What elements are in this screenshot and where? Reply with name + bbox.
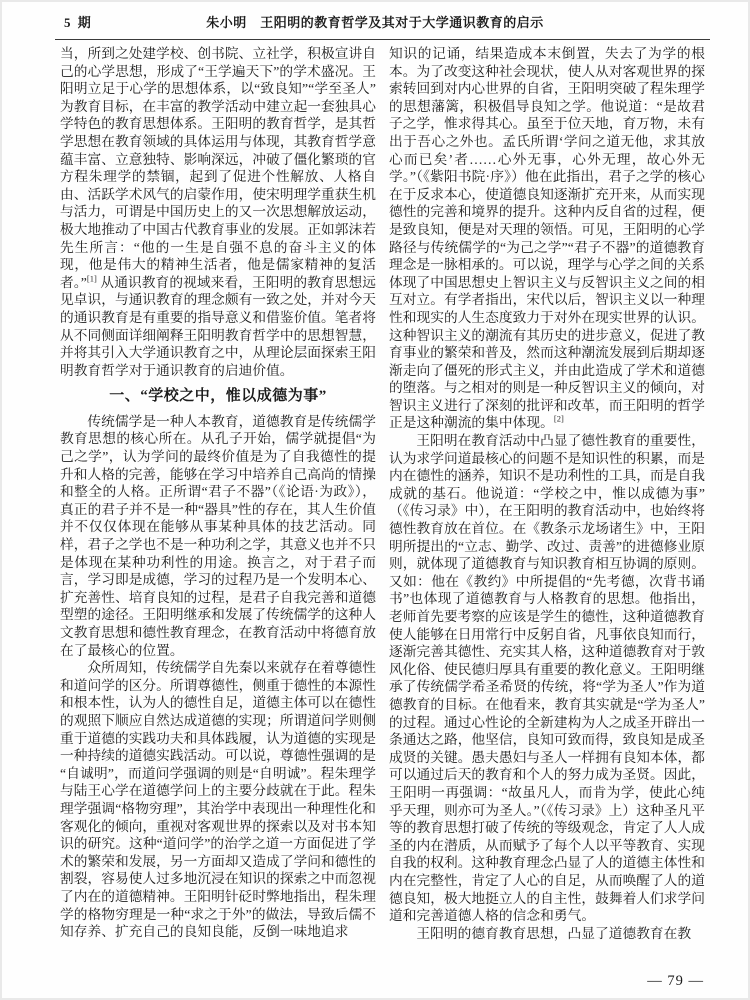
left-column [60, 45, 376, 942]
right-column [389, 45, 705, 942]
page-header [0, 0, 750, 34]
intro-text-a: 当，所到之处建学校、创书院、立社学，积极宣讲自己的心学思想，形成了“王学遍天下”的学术盛况。王阳明立足于心学的思想体系，以“致良知”“学至圣人”为教育目标，在丰富的教学活动中建立起一套独具心学特色的教育思想体系。王阳明的教育哲学，是其哲学思想在教育领域的具体运用与体现，其教育哲学意蕴丰富、立意独特、影响深远，冲破了僵化繁琐的官方程朱理学的禁锢，起到了促进个性解放、人格自由、活跃学术风气的启蒙作用，使宋明理学重获生机与活力，可谓是中国历史上的又一次思想解放运动，极大地推动了中国古代教育事业的发展。正如郭沫若先生所言：“他的一生是自强不息的奋斗主义的体现，他是伟大的精神生活者，他是儒家精神的复活者。” [60, 46, 376, 290]
paragraph: 传统儒学是一种人本教育，道德教育是传统儒学教育思想的核心所在。从孔子开始，儒学就提倡“为己之学”，认为学问的最终价值是为了自我德性的提升和人格的完善，能够在学习中培养自己高尚的情操和整全的人格。正所谓“君子不器”（《论语·为政》），真正的君子并不是一种“器具”性的存在，其人生价值并不仅仅体现在能够从事某种具体的技艺活动。同样，君子之学也不是一种功利之学，其意义也并不只是体现在某种功利性的用途。换言之，对于君子而言，学习即是成德，学习的过程乃是一个发明本心、扩充善性、培育良知的过程，是君子自我完善和道德型塑的途径。王阳明继承和发展了传统儒学的这种人文教育思想和德性教育理念，在教育活动中将德育放在了最核心的位置。 [60, 413, 376, 658]
paragraph: 众所周知，传统儒学自先秦以来就存在着尊德性和道问学的区分。所谓尊德性，侧重于德性的本源性和根本性，认为人的德性自足，道德主体可以在德性的观照下顺应自然达成道德的实现；所谓道问学则侧重于道德的实践功夫和具体践履，认为道德的实现是一种持续的道德实践活动。可以说，尊德性强调的是“自诚明”，而道问学强调的则是“自明诚”。程朱理学与陆王心学在道德学问上的主要分歧就在于此。程朱理学强调“格物穷理”，其治学中表现出一种理性化和客观化的倾向，重视对客观世界的探索以及对书本知识的研究。这种“道问学”的治学之道一方面促进了学术的繁荣和发展，另一方面却又造成了学问和德性的割裂，容易使人过多地沉浸在知识的探索之中而忽视了内在的道德精神。王阳明针砭时弊地指出，程朱理学的格物穷理是一种“求之于外”的做法，导致后儒不知存养、扩充自己的良知良能，反倒一味地追求 [60, 660, 376, 940]
page-footer [647, 973, 704, 990]
intro-text-b: 从通识教育的视域来看，王阳明的教育思想远见卓识，与通识教育的理念颇有一致之处，并对今天的通识教育是有重要的指导意义和借鉴价值。笔者将从不同侧面详细阐释王阳明教育哲学中的思想智慧，并将其引入大学通识教育之中，从理论层面探索王阳明教育哲学对于通识教育的启迪价值。 [60, 274, 376, 378]
citation-ref-1: [1] [86, 273, 97, 284]
paragraph-intro-continued [60, 45, 376, 379]
issue-label: 5 期 [64, 15, 93, 30]
continued-text: 知识的记诵，结果造成本末倒置，失去了为学的根本。为了改变这种社会现状，使人从对客观世界的探索转回到对内心世界的自省，王阳明突破了程朱理学的思想藩篱，积极倡导良知之学。他说道：“是故君子之学，惟求得其心。虽至于位天地，育万物，未有出于吾心之外也。孟氏所谓‘学问之道无他，求其放心而已矣’者……心外无事，心外无理，故心外无学。”（《紫阳书院·序》）他在此指出，君子之学的核心在于反求本心，使道德良知逐渐扩充开来，从而实现德性的完善和境界的提升。这种内反自省的过程，便是致良知，便是对天理的领悟。可见，王阳明的心学路径与传统儒学的“为己之学”“君子不器”的道德教育理念是一脉相承的。可以说，理学与心学之间的关系体现了中国思想史上智识主义与反智识主义之间的相互对立。有学者指出，宋代以后，智识主义以一种理性和现实的人生态度致力于对外在现实世界的认识。这种智识主义的潮流有其历史的进步意义，促进了教育事业的繁荣和普及，然而这种潮流发展到后期却逐渐走向了僵死的形式主义，并由此造成了学术和道德的堕落。与之相对的则是一种反智识主义的倾向，对智识主义进行了深刻的批评和改革，而王阳明的哲学正是这种潮流的集中体现。 [389, 46, 705, 431]
article-body [0, 40, 750, 942]
section-heading-1: 一、“学校之中，惟以成德为事” [109, 388, 327, 405]
running-title: 朱小明 王阳明的教育哲学及其对于大学通识教育的启示 [206, 15, 544, 30]
citation-ref-2: [2] [553, 413, 564, 424]
page-number: — 79 — [647, 973, 704, 989]
paragraph: 王阳明在教育活动中凸显了德性教育的重要性，认为求学问道最核心的问题不是知识性的积累，而是内在德性的涵养，知识不是功利性的工具，而是自我成就的基石。他说道：“学校之中，惟以成德为事”（《传习录》中），在王阳明的教育活动中，也始终将德性教育放在首位。在《教条示龙场诸生》中，王阳明所提出的“立志、勤学、改过、责善”的进德修业原则，就体现了道德教育与知识教育相互协调的原则。又如：他在《教约》中所提倡的“先考德，次背书诵书”也体现了道德教育与人格教育的思想。他指出，老师首先要考察的应该是学生的德性，这种道德教育使人能够在日用常行中反躬自省，凡事依良知而行，逐渐完善其德性、充实其人格，这种道德教育对于敦风化俗、使民德归厚具有重要的教化意义。王阳明继承了传统儒学希圣希贤的传统，将“学为圣人”作为道德教育的目标。在他看来，教育其实就是“学为圣人”的过程。通过心性论的全新建构为人之成圣开辟出一条通达之路，他坚信，良知可致而得，致良知是成圣成贤的关键。愚夫愚妇与圣人一样拥有良知本体，都可以通过后天的教育和个人的努力成为圣贤。因此，王阳明一再强调：“故虽凡人，而肯为学，使此心纯乎天理，则亦可为圣人。”（《传习录》上）这种圣凡平等的教育思想打破了传统的等级观念，肯定了人人成圣的内在潜质，从而赋予了每个人以平等教育、实现自我的权利。这种教育理念凸显了人的道德主体性和内在完整性，肯定了人心的自足，从而唤醒了人的道德良知，极大地挺立人的自主性，鼓舞着人们求学问道和完善道德人格的信念和勇气。 [389, 433, 706, 924]
paragraph: 王阳明的德育教育思想，凸显了道德教育在教 [416, 925, 692, 941]
paragraph-continued [389, 45, 705, 432]
